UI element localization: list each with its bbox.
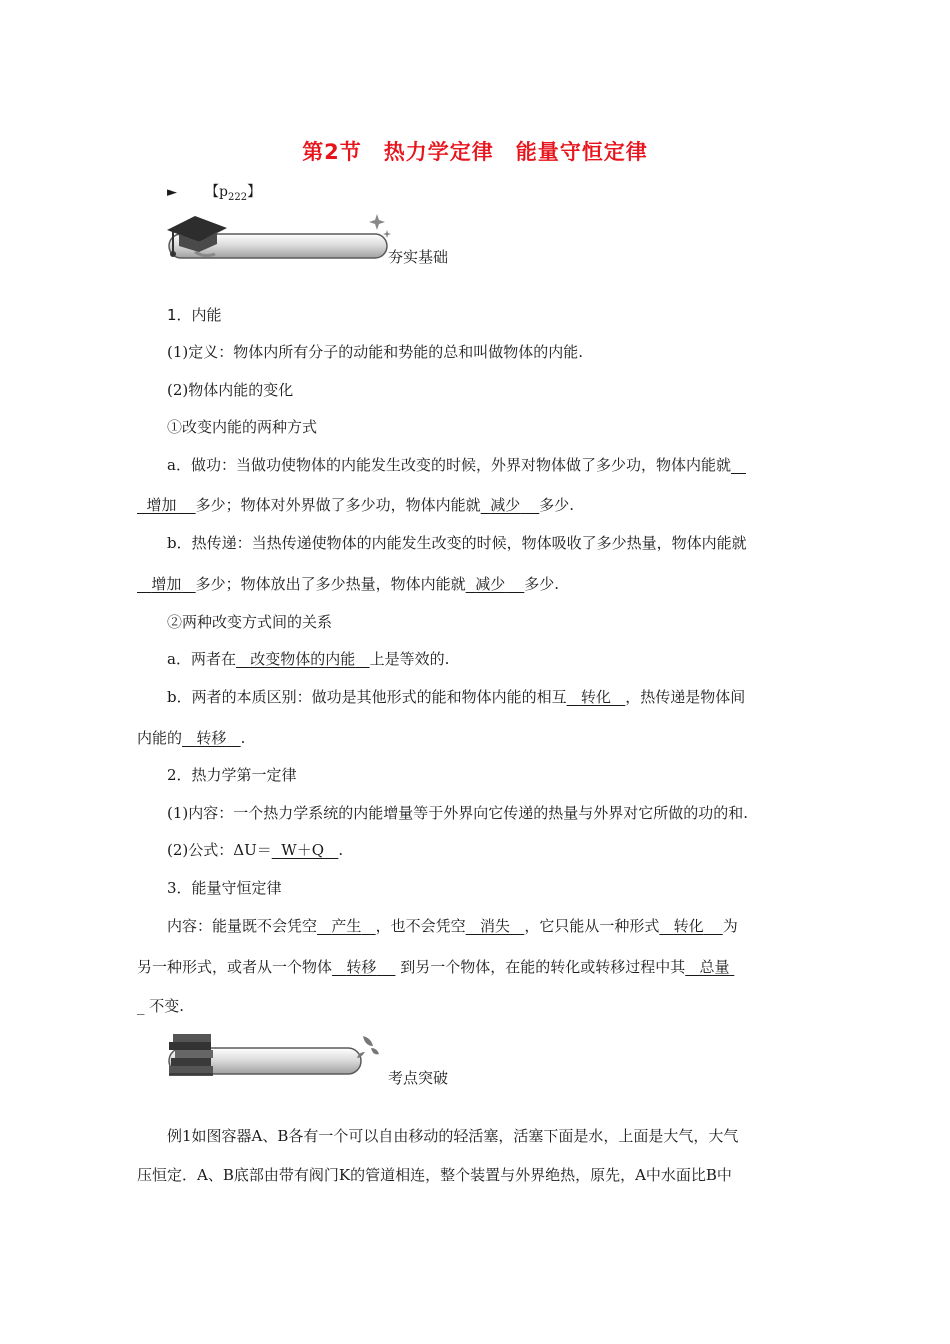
relation-b-line1: b．两者的本质区别：做功是其他形式的能和物体内能的相互 转化 ，热传递是物体间 — [167, 688, 746, 706]
answer-blank: 消失 — [479, 917, 510, 935]
page-reference: ► 【$p_{222}$】 — [167, 184, 262, 203]
work-text-line2: 增加 多少；物体对外界做了多少功，物体内能就 减少 多少. — [137, 494, 574, 515]
heat-transfer-line1: b．热传递：当热传递使物体的内能发生改变的时候，物体吸收了多少热量，物体内能就 — [167, 534, 747, 552]
section-banner-key-points — [165, 1030, 395, 1088]
banner-label-key-points: 考点突破 — [388, 1069, 449, 1087]
first-law-content: (1)内容：一个热力学系统的内能增量等于外界向它传递的热量与外界对它所做的功的和. — [167, 804, 749, 822]
subheading-ways: ①改变内能的两种方式 — [167, 418, 318, 436]
answer-blank: 转化 — [580, 688, 611, 706]
arrow-icon: ► — [167, 185, 177, 200]
answer-blank: 增加 — [146, 496, 177, 514]
section-banner-basics — [165, 208, 395, 266]
conservation-line1: 内容：能量既不会凭空 产生 ，也不会凭空 消失 ，它只能从一种形式 转化 为 — [167, 917, 738, 935]
answer-blank: 改变物体的内能 — [250, 650, 356, 668]
page-title: 第2节 热力学定律 能量守恒定律 — [302, 140, 648, 164]
answer-blank: 减少 — [475, 575, 506, 593]
section-heading-conservation: 3．能量守恒定律 — [167, 879, 282, 897]
leaf-icon — [357, 1036, 379, 1058]
conservation-line2: 另一种形式，或者从一个物体 转移 到另一个物体，在能的转化或转移过程中其 总量 — [137, 956, 734, 977]
answer-blank: 产生 — [331, 917, 362, 935]
answer-blank: W＋Q — [281, 841, 324, 859]
section-heading-first-law: 2．热力学第一定律 — [167, 766, 297, 784]
answer-blank: 增加 — [151, 575, 182, 593]
subheading-relation: ②两种改变方式间的关系 — [167, 613, 333, 631]
example-line1: 例1如图容器A、B各有一个可以自由移动的轻活塞，活塞下面是水，上面是大气，大气 — [167, 1127, 739, 1145]
conservation-line3: _ 不变. — [137, 997, 185, 1015]
heat-transfer-line2: 增加 多少；物体放出了多少热量，物体内能就 减少 多少. — [137, 573, 559, 594]
answer-blank — [137, 496, 147, 514]
answer-blank: 转移 — [346, 958, 377, 976]
relation-b-line2: 内能的 转移 . — [137, 729, 246, 747]
banner-label-basics: 夯实基础 — [388, 248, 449, 266]
answer-blank: 减少 — [490, 496, 521, 514]
books-icon — [169, 1034, 213, 1076]
section-heading-internal-energy: 1．内能 — [167, 306, 222, 324]
first-law-formula: (2)公式：ΔU＝ W＋Q . — [167, 841, 344, 859]
answer-blank: 转移 — [196, 729, 227, 747]
relation-a: a．两者在 改变物体的内能 上是等效的. — [167, 650, 450, 668]
definition-text: (1)定义：物体内所有分子的动能和势能的总和叫做物体的内能. — [167, 343, 584, 361]
work-text-line1: a．做功：当做功使物体的内能发生改变的时候，外界对物体做了多少功，物体内能就__ — [167, 456, 746, 474]
example-line2: 压恒定．A、B底部由带有阀门K的管道相连，整个装置与外界绝热，原先，A中水面比B中 — [137, 1166, 732, 1184]
answer-blank: 总量 — [699, 958, 730, 976]
answer-blank — [177, 496, 196, 514]
subheading-change: (2)物体内能的变化 — [167, 381, 294, 399]
answer-blank: 转化 — [673, 917, 704, 935]
